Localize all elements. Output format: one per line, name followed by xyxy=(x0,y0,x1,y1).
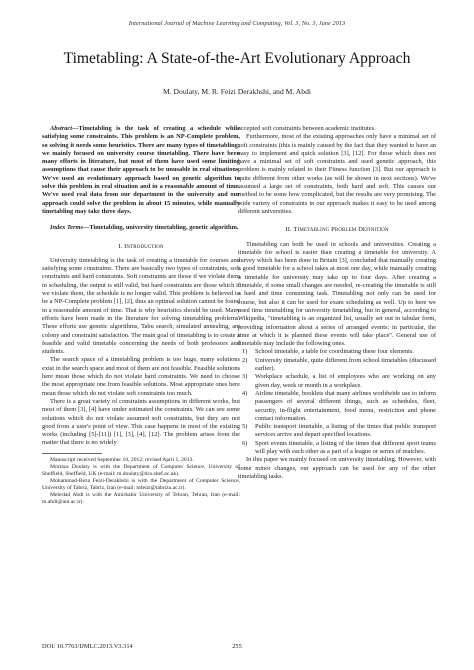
footnote-author-2: Mohammad-Reza Feizi-Derakhshi is with the Department of Computer Science, University of Tabriz, Tabriz, Iran (e-mail: mfeizi@tabrizu.ac.ir). xyxy=(42,477,240,492)
definition-paragraph: Timetabling can both be used in schools and universities. Creating a timetable for school is easier than creating a timetable for university. A survey which has been done in Britain [3], concluded that manually creating a good timetable for a school takes at most one day, while manually creating a timetable for university may take up to four days. After creating a timetable, if some small changes are needed, re-creating the timetable is still a hard and time consuming task. Timetabling not only can be used for course, but also it can be used for exam scheduling as well. Up to here we used time timetabling for university timetabling, but in general, according to Wikipedia, "timetabling is an organized list, usually set out in tabular form, providing information about a series of arranged events: in particular, the time at which it is planned these events will take place". General use of timetable may include the following ones. xyxy=(238,240,436,348)
footnote-manuscript: Manuscript received September 10, 2012; revised April 1, 2013. xyxy=(50,456,194,463)
section-title: Introduction xyxy=(124,242,164,250)
intro-paragraph-2: The search space of a timetabling problem is too huge, many solutions exist in the search space and most of them are not feasible. Feasible solutions here mean those which do not violate hard constraints. We need to choose the most appropriate one from feasible solutions. Most appropriate ones here mean those which do not violate soft constraints too much. xyxy=(42,356,240,397)
footnote-author-1: Mortaza Doulaty is with the Department of Computer Science, University of Sheffield, Sheffield, UK (e-mail: m.doulaty@dcs.shef.ac.uk). xyxy=(42,463,240,477)
section-heading-introduction xyxy=(42,243,240,251)
section-numeral: I. xyxy=(118,242,123,250)
abstract xyxy=(42,125,240,216)
list-number: 3) xyxy=(242,373,248,381)
timetable-types-list xyxy=(238,348,436,456)
closing-paragraph: In this paper we mainly focused on university timetabling. However, with some minor changes, our approach can be used for any of the other timetabling tasks. xyxy=(238,456,436,480)
section-numeral: II. xyxy=(285,226,292,234)
list-item xyxy=(238,423,436,440)
intro-paragraph-3: There is a great variety of constraints assumptions in different works, but most of them [3], [4] have under estimated the constraints. We can see some solutions which do not violate assumed soft constraints, but they are not good from a user's point of view. This case happens in most of the existing works (including [5]-[11]) [1], [3], [4], [12]. The problem arises from the matter that there is no widely xyxy=(42,397,240,447)
list-item xyxy=(238,357,436,374)
page-number: 255 xyxy=(232,643,242,650)
list-number: 4) xyxy=(242,389,248,397)
journal-header: International Journal of Machine Learning and Computing, Vol. 3, No. 3, June 2013 xyxy=(128,20,346,27)
abstract-text: —Timetabling is the task of creating a schedule while satisfying some constraints. This problem is an NP-Complete problem, so solving it needs some heuristics. There are many types of timetabling; we mainly focused on university course timetabling. There have been many efforts in literature, but most of them have used some limiting assumptions that cause their approach to be unusable in real situations. We've used an evolutionary approach based on genetic algorithm to solve this problem in real situation and in a reasonable amount of time. We've used real data from our department in the university and our approach could solve the problem in about 15 minutes, while manually timetabling may take three days. xyxy=(42,125,240,215)
list-number: 5) xyxy=(242,423,248,431)
list-text: Public transport timetable, a listing of the times that public transport services arrive and depart specified locations. xyxy=(255,423,436,439)
index-terms-label: Index Terms xyxy=(50,224,83,232)
author-list: M. Doulaty, M. R. Feizi Derakhshi, and M. Abdi xyxy=(163,87,311,96)
list-number: 2) xyxy=(242,356,248,364)
list-text: University timetable, quite different from school timetables (discussed earlier). xyxy=(255,356,436,373)
index-terms xyxy=(42,224,240,232)
list-text: Airline timetable, booklets that many airlines worldwide use to inform passengers of several different things, such as schedules, fleet, security, in-flight entertainment, food menu, restriction and phone contact information. xyxy=(255,389,436,422)
intro-continuation: accepted soft constraints between academic institutes. xyxy=(238,125,376,132)
doi-footer: DOI: 10.7763/IJMLC.2013.V3.314 xyxy=(42,643,133,650)
paper-title: Timetabling: A State-of-the-Art Evolutionary Approach xyxy=(63,50,411,67)
list-text: Workplace schedule, a list of employees who are working on any given day, week or month in a workplace. xyxy=(255,373,436,389)
section-title: Timetabling Problem Definition xyxy=(293,226,389,234)
list-item xyxy=(238,373,436,390)
list-text: School timetable, a table for coordinating these four elements. xyxy=(255,348,415,356)
footnote-divider xyxy=(42,453,102,454)
list-number: 1) xyxy=(242,348,248,356)
intro-paragraph-4: Furthermore, most of the existing approaches only have a minimal set of soft constraints (this is mainly caused by the fact that they wanted to have an easy to implement and quick solution [3], [12]. For those which does not have a minimal set of soft constraints and used genetic approach, this problem is mainly related to their Fitness function [3]. But our approach is quite different from other works (as will be shown in next sections). We've assumed a large set of constraints, both hard and soft. This causes our method to be some how complicated, but the results are very promising. The wide variety of constraints in our approach makes it easy to be used among different universities. xyxy=(238,133,436,215)
left-column xyxy=(42,125,240,506)
list-item xyxy=(238,348,436,356)
index-terms-text: —Timetabling, university timetabling, genetic algorithm. xyxy=(82,224,239,232)
intro-paragraph-1: University timetabling is the task of creating a timetable for courses and satisfying some constraints. There are basically two types of constraints, soft constraints and hard constraints. Soft constraints are those if we violate them in scheduling, the output is still valid, but hard constraints are those which if we violate them, the schedule is no longer valid. This problem is believed to be a NP-Complete problem [1], [2], thus an optimal solution cannot be found in a reasonable amount of time. That is why heuristics should be used. Many efforts have been made in the literature for solving timetabling problems. These efforts use genetic algorithms, Tabu search, simulated annealing, ant colony and constraint satisfaction. The main goal of timetabling is to create a feasible and valid timetable concerning the needs of both professors and students. xyxy=(42,256,240,356)
list-text: Sport events timetable, a listing of the times that different sport teams will play with each other as a part of a league or series of matches. xyxy=(255,439,436,455)
abstract-label: Abstract xyxy=(50,125,73,132)
footnote-author-3: Mehrdad Abdi is with the Amirkabir University of Tehran, Tehran, Iran (e-mail: m.abdi@aut.ac.ir). xyxy=(42,492,240,506)
section-heading-problem-definition xyxy=(238,226,436,234)
footnotes xyxy=(42,457,240,507)
list-item xyxy=(238,390,436,423)
list-item xyxy=(238,440,436,457)
list-number: 6) xyxy=(242,439,248,447)
right-column xyxy=(238,125,436,481)
